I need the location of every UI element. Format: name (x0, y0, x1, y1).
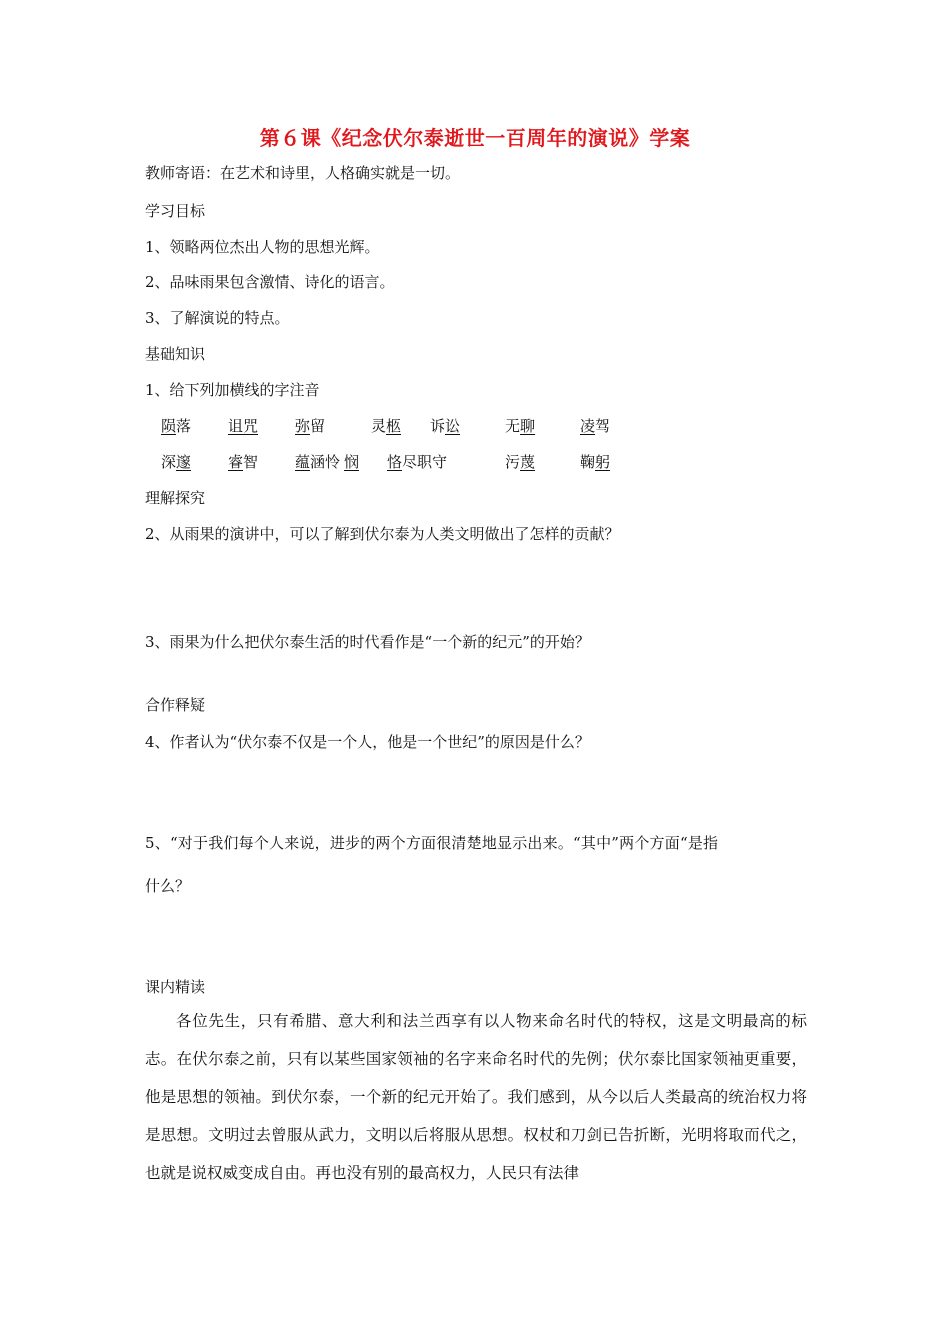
document-title: 第６课《纪念伏尔泰逝世一百周年的演说》学案 (259, 126, 691, 150)
reading-heading: 课内精读 (145, 978, 206, 996)
question-1: 1、给下列加横线的字注音 (145, 381, 320, 399)
pinyin-word: 弥留 (295, 417, 326, 435)
pinyin-word: 悯 (344, 453, 360, 471)
explore-heading: 理解探究 (145, 489, 206, 507)
pinyin-word: 凌驾 (580, 417, 611, 435)
question-4: 4、作者认为“伏尔泰不仅是一个人，他是一个世纪”的原因是什么？ (145, 733, 590, 751)
reading-passage (145, 1002, 807, 1192)
objectives-heading: 学习目标 (145, 202, 206, 220)
pinyin-word: 灵柩 (371, 417, 402, 435)
cooperate-heading: 合作释疑 (145, 696, 206, 714)
question-3: 3、雨果为什么把伏尔泰生活的时代看作是“一个新的纪元”的开始？ (145, 633, 590, 651)
pinyin-word: 无聊 (505, 417, 536, 435)
pinyin-word: 深邃 (161, 453, 192, 471)
pinyin-word: 蕴涵怜 (295, 453, 341, 471)
objective-item: 1、领略两位杰出人物的思想光辉。 (145, 238, 380, 256)
question-5: 5、“对于我们每个人来说，进步的两个方面很清楚地显示出来。“其中”两个方面“是指 (145, 834, 719, 852)
passage-text: 各位先生，只有希腊、意大利和法兰西享有以人物来命名时代的特权，这是文明最高的标志。在伏尔泰之前，只有以某些国家领袖的名字来命名时代的先例；伏尔泰比国家领袖更重要，他是思想的领袖。到伏尔泰，一个新的纪元开始了。我们感到，从今以后人类最高的统治权力将是思想。文明过去曾服从武力，文明以后将服从思想。权杖和刀剑已告折断，光明将取而代之，也就是说权威变成自由。再也没有别的最高权力，人民只有法律 (145, 1012, 807, 1182)
pinyin-word: 诉讼 (430, 417, 461, 435)
pinyin-word: 鞠躬 (580, 453, 611, 471)
question-2: 2、从雨果的演讲中，可以了解到伏尔泰为人类文明做出了怎样的贡献？ (145, 525, 620, 543)
question-5-continued: 什么？ (145, 877, 191, 895)
teacher-words: 教师寄语：在艺术和诗里，人格确实就是一切。 (145, 164, 461, 182)
objective-item: 2、品味雨果包含激情、诗化的语言。 (145, 273, 395, 291)
pinyin-word: 睿智 (228, 453, 259, 471)
pinyin-word: 恪尽职守 (387, 453, 448, 471)
pinyin-word: 诅咒 (228, 417, 259, 435)
objective-item: 3、了解演说的特点。 (145, 309, 290, 327)
pinyin-word: 陨落 (161, 417, 192, 435)
pinyin-word: 污蔑 (505, 453, 536, 471)
basics-heading: 基础知识 (145, 345, 206, 363)
